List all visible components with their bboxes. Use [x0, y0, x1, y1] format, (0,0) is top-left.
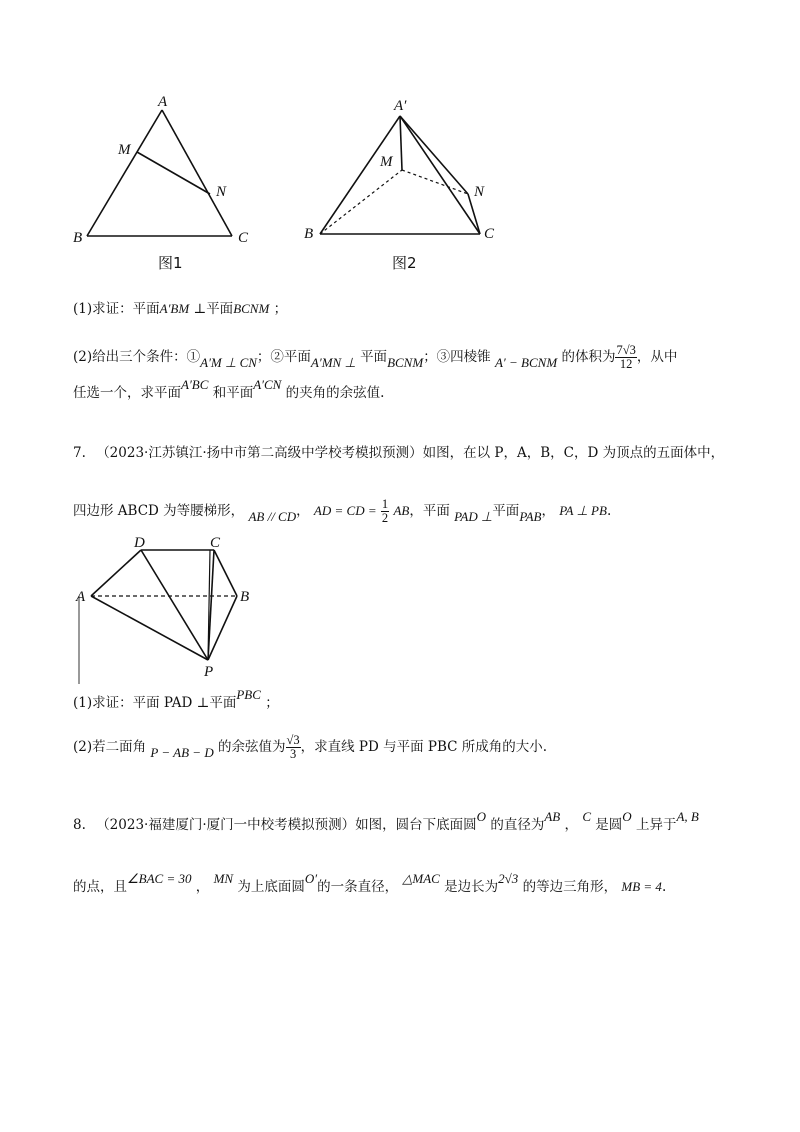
q6-p2-sep2: ；③四棱锥: [423, 349, 491, 365]
q8-text2: 的直径为: [490, 817, 545, 833]
frac-den: 2: [381, 511, 389, 525]
figure-1-caption: 图1: [158, 254, 183, 272]
q8-expr-triangle: △MAC: [402, 871, 440, 886]
edge-an: [400, 116, 468, 194]
label-a: A: [158, 94, 168, 110]
q6-condition-3: A′ − BCNM: [494, 355, 558, 370]
label-p: P: [204, 664, 214, 680]
q7-expr-ad-cd: AD = CD =: [313, 503, 377, 518]
q6-condition-2: A′MN ⊥: [310, 355, 356, 370]
edge-dp: [141, 550, 208, 660]
q6-p1-prefix: (1)求证：平面: [73, 301, 160, 317]
label-d: D: [134, 535, 145, 551]
q8-line2: [73, 871, 667, 896]
q8-line2-f: 的等边三角形，: [522, 879, 618, 895]
q6-p2-mid2: 平面: [360, 349, 388, 365]
q7-half-fraction: [381, 498, 389, 525]
q7-expr-parallel: AB // CD: [248, 509, 297, 524]
q7-p1-end: ；: [265, 695, 279, 711]
figure-2-caption: 图2: [392, 254, 417, 272]
q7-part2: [73, 734, 547, 761]
q8-header: [73, 809, 699, 834]
q8-line2-c: 为上底面圆: [237, 879, 305, 895]
q8-expr-mn: MN: [213, 871, 234, 886]
q8-expr-angle: ∠BAC = 30: [127, 871, 192, 886]
figure-2: [300, 90, 510, 250]
q8-expr-o: O: [476, 809, 487, 824]
q8-expr-ab: AB: [544, 809, 561, 824]
q7-p2-end: ，求直线 PD 与平面 PBC 所成角的大小.: [300, 739, 548, 755]
q8-text5: 上异于: [635, 817, 677, 833]
edge-bm-hidden: [320, 170, 402, 234]
q6-p1-mid: 平面: [206, 301, 234, 317]
q7-expr-pa-pb: PA ⊥ PB: [559, 503, 607, 518]
q8-expr-c: C: [582, 809, 591, 824]
q6-p2-line2-b: 和平面: [212, 385, 254, 401]
q8-line2-e: 是边长为: [444, 879, 499, 895]
label-c: C: [484, 226, 495, 242]
edge-cb: [214, 550, 237, 596]
q6-part2-line1: [73, 344, 677, 371]
q7-line2-c: 平面: [492, 503, 520, 519]
label-m: M: [118, 142, 131, 158]
q7-line2-end: .: [606, 503, 612, 519]
label-b: B: [304, 226, 314, 242]
q8-expr-ab2: A, B: [676, 809, 699, 824]
label-n: N: [474, 184, 485, 200]
q8-source: （2023·福建厦门·厦门一中校考模拟预测）: [96, 817, 356, 833]
q6-p2-line2-a: 任选一个，求平面: [73, 385, 181, 401]
q6-p2-prefix: (2)给出三个条件：①: [73, 349, 201, 365]
q7-number: 7.: [73, 445, 86, 461]
q7-p1-prefix: (1)求证：平面 PAD ⊥平面: [73, 695, 237, 711]
q7-expr-ab: AB: [393, 503, 410, 518]
frac-num: √3: [286, 733, 300, 747]
q7-line2: [73, 498, 611, 525]
frac-den: 3: [289, 747, 297, 761]
edge-am: [400, 116, 402, 170]
q6-volume-fraction: [615, 344, 636, 371]
label-b: B: [240, 589, 250, 605]
q8-text1: 如图，圆台下底面圆: [355, 817, 477, 833]
q6-p2-sep1: ；②平面: [256, 349, 311, 365]
q6-p2-line2-c: 的夹角的余弦值.: [285, 385, 385, 401]
q8-expr-side: 2√3: [498, 871, 519, 886]
q7-expr-pad: PAD ⊥: [454, 509, 493, 524]
q6-p2-line2-e1: A′BC: [181, 377, 209, 392]
q7-p2-mid: 的余弦值为: [218, 739, 286, 755]
frac-num: 1: [381, 497, 389, 511]
label-n: N: [216, 184, 227, 200]
q7-text1: 如图，在以 P，A，B，C，D 为顶点的五面体中，: [422, 445, 725, 461]
edge-nc: [468, 194, 480, 234]
q6-p1-end: ；: [273, 301, 288, 317]
q8-expr-o-prime: O′: [304, 871, 318, 886]
q7-line2-sep: ，: [296, 503, 310, 519]
q7-line2-b: ，平面: [409, 503, 450, 519]
edge-ab: [87, 110, 162, 236]
label-a-prime: A′: [394, 98, 407, 114]
q7-source: （2023·江苏镇江·扬中市第二高级中学校考模拟预测）: [96, 445, 423, 461]
q6-part1: [73, 300, 287, 318]
figure-3: [74, 534, 274, 684]
edge-mn: [137, 152, 210, 194]
q8-text3: ，: [564, 817, 579, 833]
q7-line2-a: 四边形 ABCD 为等腰梯形，: [73, 503, 245, 519]
edge-ab: [320, 116, 400, 234]
label-c: C: [210, 535, 221, 551]
q7-part1: [73, 687, 279, 712]
q6-p1-expr2: BCNM: [233, 301, 270, 316]
q6-condition-2b: BCNM: [387, 355, 424, 370]
frac-num: 7√3: [616, 343, 636, 357]
q7-line2-d: ，: [541, 503, 555, 519]
figure-1: [60, 90, 260, 250]
label-m: M: [380, 154, 393, 170]
q8-number: 8.: [73, 817, 86, 833]
edge-ap: [91, 596, 208, 660]
edge-ac: [400, 116, 480, 234]
q8-expr-mb: MB = 4: [621, 879, 662, 894]
q8-text4: 是圆: [595, 817, 623, 833]
q7-header: [73, 444, 724, 462]
q6-condition-1: A′M ⊥ CN: [200, 355, 257, 370]
q7-p1-expr: PBC: [236, 687, 261, 702]
label-b: B: [73, 230, 83, 246]
q6-p1-perp: ⊥: [193, 301, 207, 317]
label-c: C: [238, 230, 249, 246]
q8-line2-a: 的点，且: [73, 879, 127, 895]
q6-p2-end: ，从中: [636, 349, 678, 365]
q8-line2-d: 的一条直径，: [317, 879, 399, 895]
q8-line2-end: .: [661, 879, 667, 895]
q7-expr-pab: PAB: [519, 509, 542, 524]
q7-cos-fraction: [286, 734, 301, 761]
edge-ad: [91, 550, 141, 596]
q7-p2-expr: P − AB − D: [150, 745, 214, 760]
q8-expr-o2: O: [622, 809, 632, 824]
q6-p1-expr1: A′BM: [159, 301, 190, 316]
q6-part2-line2: [73, 377, 385, 402]
q6-p2-line2-e2: A′CN: [253, 377, 282, 392]
q7-p2-prefix: (2)若二面角: [73, 739, 147, 755]
frac-den: 12: [619, 357, 633, 371]
q6-p2-vol: 的体积为: [561, 349, 616, 365]
edge-bp: [208, 596, 237, 660]
q8-line2-b: ，: [195, 879, 210, 895]
label-a: A: [76, 589, 86, 605]
